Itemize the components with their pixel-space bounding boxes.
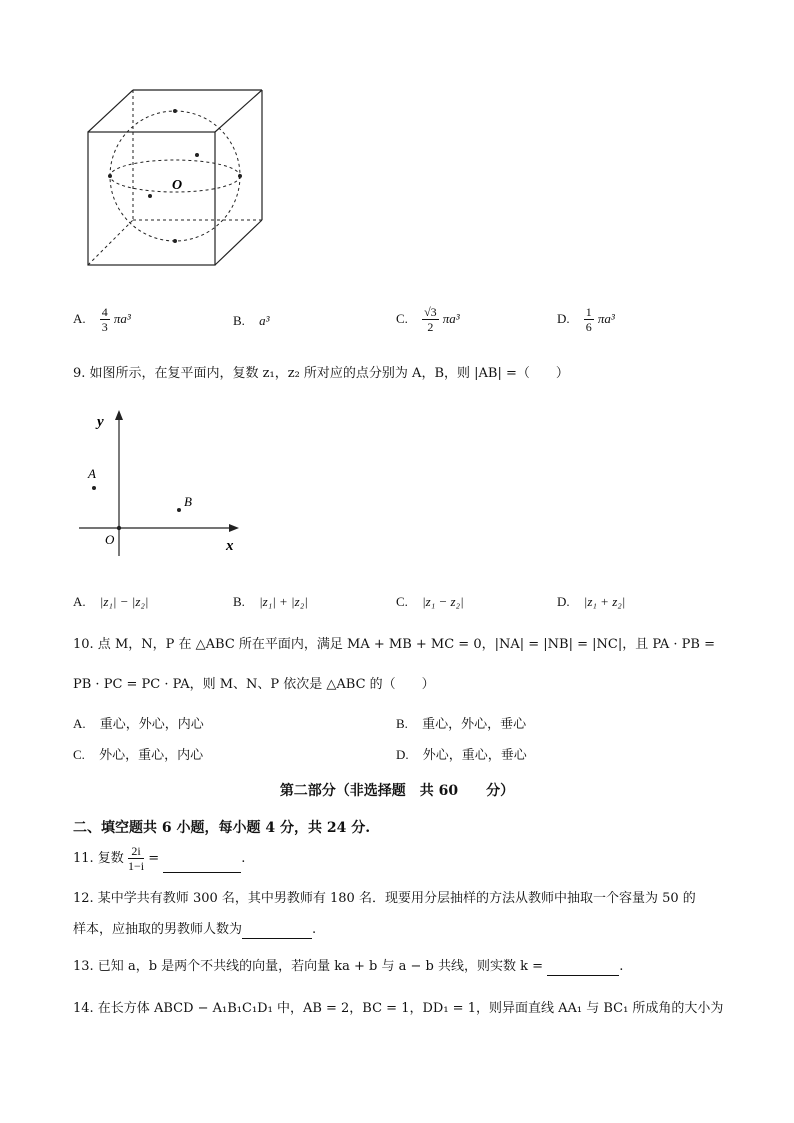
- q10-option-c[interactable]: C. 外心，重心，内心: [73, 747, 204, 763]
- y-axis-label: y: [97, 414, 104, 430]
- part2-title: 第二部分（非选择题 共 60 分）: [279, 783, 515, 799]
- q10-stem-line1: 10. 点 M，N，P 在 △ABC 所在平面内，满足 MA + MB + MC = 0，|NA| = |NB| = |NC|，且 PA · PB =: [73, 637, 715, 652]
- cube-sphere-figure: [80, 86, 270, 271]
- point-a-label: A: [88, 466, 96, 481]
- q8-option-c[interactable]: C. $\frac{√3}{2}$ πa³: [396, 305, 460, 334]
- q9-option-d[interactable]: D. |z₁ + z₂|: [557, 594, 626, 609]
- q13-answer-blank[interactable]: [547, 957, 619, 976]
- q14: 14. 在长方体 ABCD − A₁B₁C₁D₁ 中，AB = 2，BC = 1，DD₁ = 1，则异面直线 AA₁ 与 BC₁ 所成角的大小为: [73, 1001, 724, 1016]
- q9-option-c[interactable]: C. |z₁ − z₂|: [396, 594, 464, 609]
- q9-option-b[interactable]: B. |z₁| + |z₂|: [233, 594, 308, 609]
- q8-option-a[interactable]: A. $\frac{4}{3}$ πa³: [73, 305, 131, 334]
- q12-line1: 12. 某中学共有教师 300 名，其中男教师有 180 名．现要用分层抽样的方法从教师中抽取一个容量为 50 的: [73, 891, 696, 906]
- q9-option-a[interactable]: A. |z₁| − |z₂|: [73, 594, 149, 609]
- q10-option-b[interactable]: B. 重心，外心，垂心: [396, 716, 527, 732]
- q10-option-d[interactable]: D. 外心，重心，垂心: [396, 747, 527, 763]
- q13: 13. 已知 a，b 是两个不共线的向量，若向量 ka + b 与 a − b 共线，则实数 k = .: [73, 959, 624, 974]
- x-axis-label: x: [226, 538, 234, 554]
- q11-answer-blank[interactable]: [163, 854, 241, 873]
- q10-stem-line2: PB · PC = PC · PA，则 M、N、P 依次是 △ABC 的（ ）: [73, 677, 435, 692]
- q8-option-b[interactable]: B. a³: [233, 313, 270, 328]
- origin-label: O: [105, 532, 115, 547]
- complex-plane-figure: [74, 408, 244, 558]
- q11: 11. 复数 $\frac{2i}{1-i}$ = .: [73, 844, 246, 873]
- q10-option-a[interactable]: A. 重心，外心，内心: [73, 716, 204, 732]
- center-label-o: O: [172, 178, 183, 193]
- section2-heading: 二、填空题共 6 小题，每小题 4 分，共 24 分.: [73, 820, 371, 836]
- q9-stem: 9. 如图所示，在复平面内，复数 z₁，z₂ 所对应的点分别为 A，B，则 |AB| =（ ）: [73, 366, 569, 381]
- q12-answer-blank[interactable]: [242, 920, 312, 939]
- q8-option-d[interactable]: D. $\frac{1}{6}$ πa³: [557, 305, 615, 334]
- point-b-label: B: [184, 494, 192, 509]
- q12-line2: 样本，应抽取的男教师人数为 .: [73, 922, 317, 937]
